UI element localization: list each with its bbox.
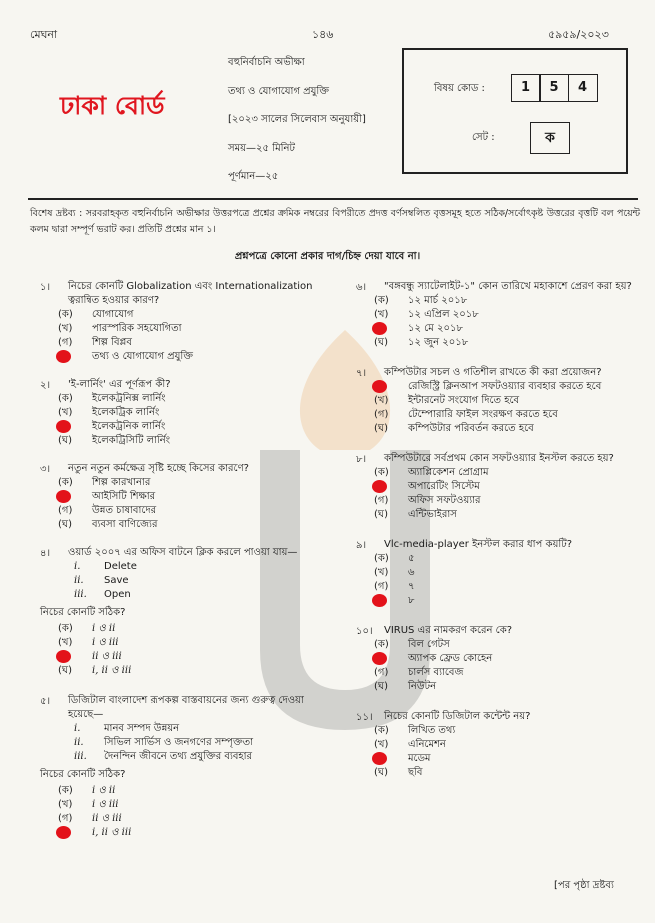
option-letter: (ক) bbox=[374, 639, 389, 650]
question-number: ১। bbox=[40, 282, 51, 293]
code-digit: 4 bbox=[568, 74, 598, 102]
statement-item bbox=[74, 736, 330, 750]
answer-option bbox=[374, 494, 641, 508]
option-letter: (ঘ) bbox=[374, 767, 388, 778]
question-text: কম্পিউটার সচল ও গতিশীল রাখতে কী করা প্রয়োজন? bbox=[384, 367, 602, 378]
answer-option bbox=[58, 798, 330, 812]
answer-bubble-filled bbox=[56, 350, 71, 363]
question-text: "বঙ্গবন্ধু স্যাটেলাইট-১" কোন তারিখে মহাকাশে প্রেরণ করা হয়? bbox=[384, 281, 632, 292]
question-number: ১১। bbox=[356, 712, 373, 723]
question-text: নিচের কোনটি Globalization এবং Internationalization ত্বরান্বিত হওয়ার কারণ? bbox=[68, 281, 313, 306]
option-text: টেম্পোরারি ফাইল সংরক্ষণ করতে হবে bbox=[408, 409, 558, 420]
header-divider bbox=[28, 198, 638, 200]
answer-option-selected bbox=[374, 652, 641, 666]
answer-option bbox=[374, 738, 641, 752]
question-number: ৭। bbox=[356, 368, 367, 379]
question-item bbox=[356, 538, 641, 608]
answer-option bbox=[374, 308, 641, 322]
option-text: বিল গেটস bbox=[408, 639, 450, 650]
statement-text: মানব সম্পদ উন্নয়ন bbox=[104, 723, 180, 734]
option-letter: (ক) bbox=[374, 295, 389, 306]
question-number: ৮। bbox=[356, 454, 367, 465]
question-number: ১০। bbox=[356, 626, 373, 637]
syllabus-note: [২০২৩ সালের সিলেবাস অনুযায়ী] bbox=[228, 114, 366, 125]
option-text: ছবি bbox=[408, 767, 423, 778]
option-text: নিউটন bbox=[408, 681, 437, 692]
option-text: চার্লস ব্যাবেজ bbox=[408, 667, 464, 678]
option-text: তথ্য ও যোগাযোগ প্রযুক্তি bbox=[92, 351, 193, 362]
option-text: শিল্প বিপ্লব bbox=[92, 337, 132, 348]
answer-option bbox=[374, 552, 641, 566]
option-text: ব্যবসা বাণিজ্যের bbox=[92, 519, 158, 530]
question-item bbox=[40, 280, 330, 364]
answer-bubble-filled bbox=[56, 826, 71, 839]
question-item bbox=[356, 366, 641, 436]
option-letter: (ঘ) bbox=[374, 681, 388, 692]
statement-text: সিভিল সার্ভিস ও জনগণের সম্পৃক্ততা bbox=[104, 737, 254, 748]
option-text: লিখিত তথ্য bbox=[408, 725, 456, 736]
statement-numeral: iii. bbox=[74, 751, 87, 762]
option-text: অ্যাপ্লিকেশন প্রোগ্রাম bbox=[408, 467, 489, 478]
option-text: ইন্টারনেট সংযোগ দিতে হবে bbox=[408, 395, 520, 406]
option-text: i ও ii bbox=[92, 623, 116, 634]
code-digit: 1 bbox=[511, 74, 541, 102]
question-item bbox=[356, 452, 641, 522]
question-number: ৬। bbox=[356, 282, 367, 293]
option-text: ১২ মে ২০১৮ bbox=[408, 323, 463, 334]
answer-option bbox=[374, 566, 641, 580]
page-header bbox=[0, 26, 655, 44]
exam-type: বহুনির্বাচনি অভীক্ষা bbox=[228, 57, 305, 68]
option-letter: (গ) bbox=[58, 813, 73, 824]
option-text: উন্নত চাষাবাদের bbox=[92, 505, 157, 516]
option-letter: (গ) bbox=[374, 409, 389, 420]
answer-option bbox=[374, 580, 641, 594]
question-item bbox=[40, 694, 330, 840]
statement-text: Open bbox=[104, 589, 131, 600]
next-page-note: [পর পৃষ্ঠা দ্রষ্টব্য bbox=[554, 880, 614, 891]
answer-option bbox=[374, 466, 641, 480]
option-letter: (ঘ) bbox=[58, 519, 72, 530]
option-letter: (গ) bbox=[374, 581, 389, 592]
option-letter: (ক) bbox=[58, 785, 73, 796]
option-text: মডেম bbox=[408, 753, 431, 764]
option-letter: (খ) bbox=[374, 309, 389, 320]
code-digit: 5 bbox=[539, 74, 569, 102]
set-value: ক bbox=[530, 122, 570, 154]
option-text: ৮ bbox=[408, 595, 415, 606]
answer-option bbox=[58, 812, 330, 826]
option-letter: (ঘ) bbox=[58, 665, 72, 676]
option-text: আইসিটি শিক্ষার bbox=[92, 491, 156, 502]
statement-item bbox=[74, 722, 330, 736]
option-letter: (ঘ) bbox=[374, 337, 388, 348]
answer-option-selected bbox=[58, 350, 330, 364]
option-text: ii ও iii bbox=[92, 651, 122, 662]
option-text: ইলেকট্রনিক্স লার্নিং bbox=[92, 393, 166, 404]
option-text: এনিমেশন bbox=[408, 739, 446, 750]
option-text: কম্পিউটার পরিবর্তন করতে হবে bbox=[408, 423, 534, 434]
question-item bbox=[40, 462, 330, 532]
answer-option-selected bbox=[374, 752, 641, 766]
answer-option bbox=[374, 766, 641, 780]
statement-numeral: i. bbox=[74, 723, 81, 734]
answer-bubble-filled bbox=[372, 752, 387, 765]
answer-option bbox=[374, 336, 641, 350]
statement-item bbox=[74, 560, 330, 574]
answer-option-selected bbox=[58, 650, 330, 664]
option-letter: (গ) bbox=[374, 667, 389, 678]
question-text: 'ই-লার্নিং' এর পূর্ণরূপ কী? bbox=[68, 379, 171, 390]
option-letter: (ক) bbox=[374, 467, 389, 478]
page-number: ১৪৬ bbox=[312, 28, 334, 41]
option-letter: (ক) bbox=[58, 623, 73, 634]
answer-option bbox=[374, 666, 641, 680]
option-text: ৭ bbox=[408, 581, 415, 592]
answer-option bbox=[58, 504, 330, 518]
question-item bbox=[40, 546, 330, 678]
option-letter: (খ) bbox=[58, 637, 73, 648]
question-item bbox=[356, 624, 641, 694]
header-left: মেঘনা bbox=[30, 28, 58, 41]
option-text: i ও iii bbox=[92, 799, 119, 810]
answer-option-selected bbox=[58, 490, 330, 504]
answer-bubble-filled bbox=[372, 652, 387, 665]
answer-option bbox=[374, 394, 641, 408]
option-text: ১২ মার্চ ২০১৮ bbox=[408, 295, 468, 306]
option-text: যোগাযোগ bbox=[92, 309, 134, 320]
board-title: ঢাকা বোর্ড bbox=[60, 91, 165, 120]
question-text: ডিজিটাল বাংলাদেশ রূপকল্প বাস্তবায়নের জন্য গুরুত্ব দেওয়া হয়েছে— bbox=[68, 695, 304, 720]
option-text: পারস্পরিক সহযোগিতা bbox=[92, 323, 182, 334]
question-text: Vlc-media-player ইনস্টল করার ধাপ কয়টি? bbox=[384, 539, 573, 550]
answer-option bbox=[58, 434, 330, 448]
subject-code-label: বিষয় কোড : bbox=[434, 83, 485, 94]
subject-name: তথ্য ও যোগাযোগ প্রযুক্তি bbox=[228, 85, 329, 97]
option-letter: (ক) bbox=[374, 725, 389, 736]
statement-text: দৈনন্দিন জীবনে তথ্য প্রযুক্তির ব্যবহার bbox=[104, 751, 253, 762]
question-number: ২। bbox=[40, 380, 51, 391]
question-stem: নিচের কোনটি সঠিক? bbox=[40, 769, 126, 780]
exam-info bbox=[228, 49, 366, 192]
answer-option bbox=[374, 422, 641, 436]
option-letter: (খ) bbox=[58, 799, 73, 810]
option-letter: (ক) bbox=[58, 309, 73, 320]
option-text: ii ও iii bbox=[92, 813, 122, 824]
answer-option bbox=[374, 680, 641, 694]
answer-option-selected bbox=[374, 480, 641, 494]
option-text: অফিস সফটওয়্যার bbox=[408, 495, 481, 506]
option-text: ইলেকট্রিক লার্নিং bbox=[92, 407, 160, 418]
question-stem: নিচের কোনটি সঠিক? bbox=[40, 607, 126, 618]
option-letter: (গ) bbox=[58, 337, 73, 348]
exam-time: সময়—২৫ মিনিট bbox=[228, 142, 295, 154]
option-letter: (খ) bbox=[374, 567, 389, 578]
statement-item bbox=[74, 588, 330, 602]
answer-option-selected bbox=[374, 380, 641, 394]
answer-option bbox=[58, 336, 330, 350]
question-text: নিচের কোনটি ডিজিটাল কন্টেন্ট নয়? bbox=[384, 711, 531, 722]
answer-bubble-filled bbox=[372, 380, 387, 393]
answer-bubble-filled bbox=[372, 480, 387, 493]
statement-item bbox=[74, 574, 330, 588]
option-letter: (খ) bbox=[58, 407, 73, 418]
question-number: ৩। bbox=[40, 464, 51, 475]
question-text: ওয়ার্ড ২০০৭ এর অফিস বাটনে ক্লিক করলে পাওয়া যায়— bbox=[68, 547, 298, 558]
answer-option bbox=[58, 622, 330, 636]
statement-numeral: ii. bbox=[74, 737, 84, 748]
answer-option bbox=[58, 322, 330, 336]
right-column bbox=[356, 280, 641, 792]
option-text: রেজিস্ট্রি ক্লিনআপ সফটওয়্যার ব্যবহার করতে হবে bbox=[408, 381, 602, 392]
option-letter: (খ) bbox=[374, 739, 389, 750]
question-item bbox=[40, 378, 330, 448]
option-letter: (ঘ) bbox=[58, 435, 72, 446]
answer-bubble-filled bbox=[372, 322, 387, 335]
option-letter: (ক) bbox=[374, 553, 389, 564]
statement-numeral: ii. bbox=[74, 575, 84, 586]
answer-bubble-filled bbox=[56, 490, 71, 503]
option-text: এন্টিভাইরাস bbox=[408, 509, 457, 520]
answer-option bbox=[58, 406, 330, 420]
question-number: ৫। bbox=[40, 696, 51, 707]
statement-text: Delete bbox=[104, 561, 137, 572]
special-notice: বিশেষ দ্রষ্টব্য : সরবরাহকৃত বহুনির্বাচনি অভীক্ষার উত্তরপত্রে প্রশ্নের ক্রমিক নম্বরের বিপরীতে প্রদত্ত বর্ণসম্বলিত বৃত্তসমূহ হতে সঠিক/সর্বোৎকৃষ্ট উত্তরের বৃত্তটি বল পয়েন্ট কলম দ্বারা সম্পূর্ণ ভরাট কর। প্রতিটি প্রশ্নের মান ১। bbox=[30, 208, 640, 235]
option-text: অপারেটিং সিস্টেম bbox=[408, 481, 480, 492]
header-code: ৫৯৫৯/২০২৩ bbox=[548, 28, 609, 41]
answer-option bbox=[374, 508, 641, 522]
statement-numeral: iii. bbox=[74, 589, 87, 600]
question-text: কম্পিউটারে সর্বপ্রথম কোন সফটওয়্যার ইনস্টল করতে হয়? bbox=[384, 453, 614, 464]
option-text: ১২ এপ্রিল ২০১৮ bbox=[408, 309, 479, 320]
option-text: ইলেকট্রনিক লার্নিং bbox=[92, 421, 166, 432]
answer-option bbox=[374, 408, 641, 422]
question-item bbox=[356, 710, 641, 780]
answer-option bbox=[374, 294, 641, 308]
answer-option-selected bbox=[58, 420, 330, 434]
option-text: অ্যাপক ফ্রেড কোহেন bbox=[408, 653, 493, 664]
option-text: শিল্প কারখানার bbox=[92, 477, 151, 488]
answer-option bbox=[58, 784, 330, 798]
question-item bbox=[356, 280, 641, 350]
option-text: ৬ bbox=[408, 567, 415, 578]
option-letter: (ক) bbox=[58, 477, 73, 488]
option-letter: (ক) bbox=[58, 393, 73, 404]
statement-numeral: i. bbox=[74, 561, 81, 572]
question-number: ৪। bbox=[40, 548, 51, 559]
option-letter: (ঘ) bbox=[374, 509, 388, 520]
answer-option bbox=[58, 518, 330, 532]
question-text: VIRUS এর নামকরণ করেন কে? bbox=[384, 625, 513, 636]
option-letter: (গ) bbox=[374, 495, 389, 506]
option-text: ইলেকট্রিসিটি লার্নিং bbox=[92, 435, 171, 446]
set-label: সেট : bbox=[472, 132, 495, 143]
question-number: ৯। bbox=[356, 540, 367, 551]
answer-bubble-filled bbox=[56, 420, 71, 433]
option-letter: (গ) bbox=[58, 505, 73, 516]
answer-option bbox=[58, 308, 330, 322]
option-letter: (ঘ) bbox=[374, 423, 388, 434]
question-text: নতুন নতুন কর্মক্ষেত্র সৃষ্টি হচ্ছে কিসের কারণে? bbox=[68, 463, 249, 474]
answer-option bbox=[58, 664, 330, 678]
left-column bbox=[40, 280, 330, 852]
answer-option bbox=[58, 476, 330, 490]
option-text: i, ii ও iii bbox=[92, 827, 132, 838]
subject-code-box bbox=[402, 48, 628, 174]
answer-option-selected bbox=[374, 322, 641, 336]
answer-bubble-filled bbox=[56, 650, 71, 663]
option-letter: (খ) bbox=[58, 323, 73, 334]
subject-code-digits bbox=[512, 74, 598, 102]
answer-option bbox=[58, 636, 330, 650]
option-text: ১২ জুন ২০১৮ bbox=[408, 337, 469, 348]
statement-item bbox=[74, 750, 330, 764]
answer-option bbox=[58, 392, 330, 406]
answer-option bbox=[374, 638, 641, 652]
option-letter: (খ) bbox=[374, 395, 389, 406]
option-text: i, ii ও iii bbox=[92, 665, 132, 676]
option-text: i ও ii bbox=[92, 785, 116, 796]
marking-warning: প্রশ্নপত্রে কোনো প্রকার দাগ/চিহ্ন দেয়া যাবে না। bbox=[234, 251, 421, 262]
answer-option-selected bbox=[58, 826, 330, 840]
answer-option-selected bbox=[374, 594, 641, 608]
full-marks: পূর্ণমান—২৫ bbox=[228, 171, 279, 182]
option-text: ৫ bbox=[408, 553, 415, 564]
answer-bubble-filled bbox=[372, 594, 387, 607]
answer-option bbox=[374, 724, 641, 738]
option-text: i ও iii bbox=[92, 637, 119, 648]
statement-text: Save bbox=[104, 575, 129, 586]
